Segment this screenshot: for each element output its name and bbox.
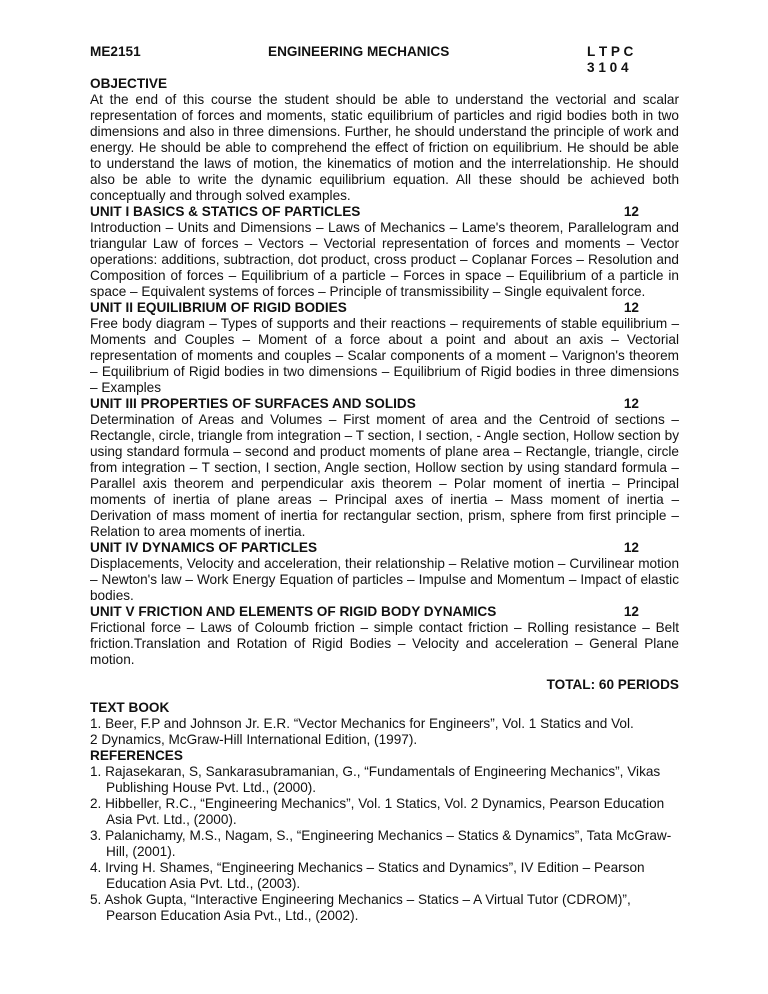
ltpc-label: L T P C bbox=[587, 44, 634, 59]
objective-text: At the end of this course the student should be able to understand the vectorial and scalar representation of forces and moments, static equilibrium of particles and rigid bodies both in two dimensions and also in three dimensions. Further, he should understand the principle of work and energy. He should be able to comprehend the effect of friction on equilibrium. He should be able to understand the laws of motion, the kinematics of motion and the interrelationship. He should also be able to write the dynamic equilibrium equation. All these should be achieved both conceptually and through solved examples. bbox=[90, 92, 679, 203]
ltpc-values: 3 1 0 4 bbox=[587, 60, 629, 75]
unit-title: UNIT V FRICTION AND ELEMENTS OF RIGID BODY DYNAMICS bbox=[90, 604, 497, 619]
text-book-line-1: 1. Beer, F.P and Johnson Jr. E.R. “Vector Mechanics for Engineers”, Vol. 1 Statics and Vol. bbox=[90, 716, 634, 731]
course-header bbox=[90, 44, 679, 76]
unit-4-heading bbox=[90, 540, 679, 556]
unit-hours: 12 bbox=[623, 540, 639, 555]
reference-item: 5. Ashok Gupta, “Interactive Engineering Mechanics – Statics – A Virtual Tutor (CDROM)”, Pearson Education Asia Pvt., Ltd., (2002). bbox=[90, 892, 631, 923]
unit-hours: 12 bbox=[623, 396, 639, 411]
unit-2-heading bbox=[90, 300, 679, 316]
unit-hours: 12 bbox=[623, 604, 639, 619]
references-heading: REFERENCES bbox=[90, 748, 183, 763]
unit-title: UNIT IV DYNAMICS OF PARTICLES bbox=[90, 540, 318, 555]
unit-title: UNIT I BASICS & STATICS OF PARTICLES bbox=[90, 204, 361, 219]
unit-1-content: Introduction – Units and Dimensions – Laws of Mechanics – Lame's theorem, Parallelogram and triangular Law of forces – Vectors – Vectorial representation of forces and moments – Vector operations: additions, subtraction, dot product, cross product – Coplanar Forces – Resolution and Composition of forces – Equilibrium of a particle – Forces in space – Equilibrium of a particle in space – Equivalent systems of forces – Principle of transmissibility – Single equivalent force. bbox=[90, 220, 679, 299]
unit-5-content: Frictional force – Laws of Coloumb friction – simple contact friction – Rolling resistance – Belt friction.Translation and Rotation of Rigid Bodies – Velocity and acceleration – General Plane motion. bbox=[90, 620, 679, 667]
unit-hours: 12 bbox=[623, 204, 639, 219]
unit-title: UNIT II EQUILIBRIUM OF RIGID BODIES bbox=[90, 300, 347, 315]
unit-3-heading bbox=[90, 396, 679, 412]
text-book-heading: TEXT BOOK bbox=[90, 700, 170, 715]
reference-item: 4. Irving H. Shames, “Engineering Mechanics – Statics and Dynamics”, IV Edition – Pearson Education Asia Pvt. Ltd., (2003). bbox=[90, 860, 645, 891]
total-periods: TOTAL: 60 PERIODS bbox=[546, 677, 679, 692]
unit-5-heading bbox=[90, 604, 679, 620]
course-code: ME2151 bbox=[90, 44, 141, 59]
reference-item: 1. Rajasekaran, S, Sankarasubramanian, G., “Fundamentals of Engineering Mechanics”, Vikas Publishing House Pvt. Ltd., (2000). bbox=[90, 764, 661, 795]
unit-1-heading bbox=[90, 204, 679, 220]
unit-2-content: Free body diagram – Types of supports and their reactions – requirements of stable equilibrium – Moments and Couples – Moment of a force about a point and about an axis – Vectorial representation of moments and couples – Scalar components of a moment – Varignon's theorem – Equilibrium of Rigid bodies in two dimensions – Equilibrium of Rigid bodies in three dimensions – Examples bbox=[90, 316, 679, 395]
text-book-line-2: 2 Dynamics, McGraw-Hill International Edition, (1997). bbox=[90, 732, 418, 747]
reference-item: 2. Hibbeller, R.C., “Engineering Mechanics”, Vol. 1 Statics, Vol. 2 Dynamics, Pearson Education Asia Pvt. Ltd., (2000). bbox=[90, 796, 665, 827]
course-title: ENGINEERING MECHANICS bbox=[268, 44, 450, 59]
unit-title: UNIT III PROPERTIES OF SURFACES AND SOLIDS bbox=[90, 396, 416, 411]
ltpc-block bbox=[587, 44, 679, 76]
unit-4-content: Displacements, Velocity and acceleration, their relationship – Relative motion – Curvilinear motion – Newton's law – Work Energy Equation of particles – Impulse and Momentum – Impact of elastic bodies. bbox=[90, 556, 679, 603]
unit-3-content: Determination of Areas and Volumes – First moment of area and the Centroid of sections – Rectangle, circle, triangle from integration – T section, I section, - Angle section, Hollow section by using standard formula – second and product moments of plane area – Rectangle, triangle, circle from integration – T section, I section, Angle section, Hollow section by using standard formula – Parallel axis theorem and perpendicular axis theorem – Polar moment of inertia – Principal moments of inertia of plane areas – Principal axes of inertia – Mass moment of inertia – Derivation of mass moment of inertia for rectangular section, prism, sphere from first principle – Relation to area moments of inertia. bbox=[90, 412, 679, 539]
unit-hours: 12 bbox=[623, 300, 639, 315]
objective-heading: OBJECTIVE bbox=[90, 76, 168, 91]
reference-item: 3. Palanichamy, M.S., Nagam, S., “Engineering Mechanics – Statics & Dynamics”, Tata McGraw-Hill, (2001). bbox=[90, 828, 672, 859]
